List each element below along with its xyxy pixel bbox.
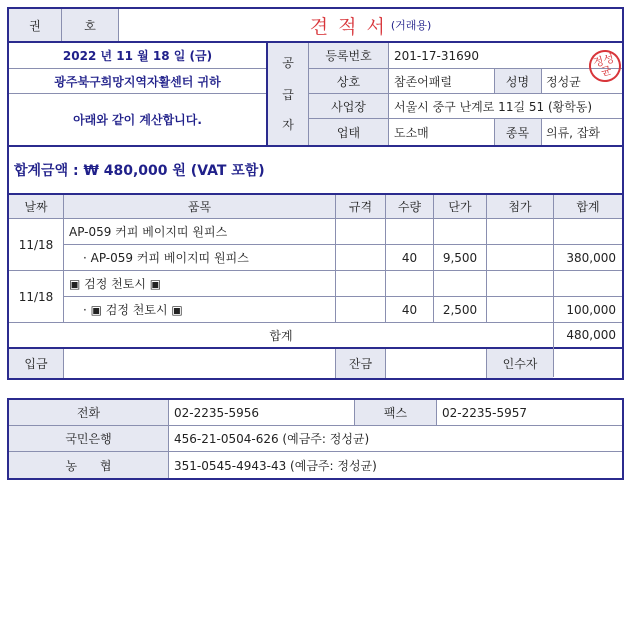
table-row-amount: 380,000 [566,250,616,265]
no-label: 호 [84,18,96,33]
receiver-label: 인수자 [502,357,538,371]
table-row-price: 2,500 [442,302,478,317]
document-title-sub: (거래용) [390,19,432,32]
sum-label: 합계 [269,328,293,343]
owner-label: 성명 [505,74,530,89]
owner-value: 정성균 [546,74,581,89]
supplier-side-3: 자 [282,117,294,132]
supplier-side-1: 공 [282,55,294,70]
bank2-value: 351-0545-4943-43 (예금주: 정성균) [174,458,377,473]
document-title-wrap [119,9,622,41]
table-row-item: · AP-059 커피 베이지띠 원피스 [83,251,249,265]
recipient-name: 광주북구희망지역자활센터 귀하 [54,74,221,89]
balance-label: 잔금 [348,357,373,371]
company-label: 상호 [336,74,361,89]
col-item: 품목 [187,200,212,214]
address-label: 사업장 [331,99,366,114]
document-title: 견 적 서 [309,15,387,38]
book-label: 권 [29,18,41,33]
col-spec: 규격 [348,200,373,214]
table-row-item: · ▣ 검정 천토시 ▣ [83,303,183,317]
seal-stamp: 정성균 [585,46,624,85]
reg-number-value: 201-17-31690 [394,48,480,63]
col-qty: 수량 [397,200,422,214]
sum-value: 480,000 [566,328,616,342]
table-row-title: ▣ 검정 천토시 ▣ [69,277,162,291]
col-amount: 합계 [576,200,600,214]
table-row-qty: 40 [401,250,418,265]
issue-date: 2022 년 11 월 18 일 (금) [62,49,213,63]
bank1-label: 국민은행 [65,432,112,446]
col-date: 날짜 [24,200,48,214]
reg-number-label: 등록번호 [325,49,372,63]
table-row-amount: 100,000 [566,302,616,317]
phone-label: 전화 [76,406,101,420]
business-value: 도소매 [394,125,429,140]
total-amount: 합계금액 : ₩ 480,000 원 (VAT 포함) [14,163,265,179]
phone-value: 02-2235-5956 [174,405,260,420]
bank2-label: 농 협 [65,458,112,473]
fax-label: 팩스 [383,406,408,420]
deposit-label: 입금 [24,357,48,371]
recipient-message: 아래와 같이 계산합니다. [73,113,202,127]
item-label: 종목 [505,125,530,140]
table-row-date: 11/18 [18,237,54,252]
table-row-date: 11/18 [18,289,54,304]
company-value: 참존어패럴 [394,74,452,89]
fax-value: 02-2235-5957 [442,405,528,420]
item-value: 의류, 잡화 [546,125,600,140]
col-extra: 첨가 [508,200,532,214]
table-row-price: 9,500 [442,250,478,265]
table-row-qty: 40 [401,302,418,317]
address-value: 서울시 중구 난계로 11길 51 (황학동) [394,99,593,114]
table-row-title: AP-059 커피 베이지띠 원피스 [69,225,228,239]
col-price: 단가 [448,200,472,214]
bank1-value: 456-21-0504-626 (예금주: 정성균) [174,432,370,446]
business-label: 업태 [336,125,361,140]
supplier-side-2: 급 [282,87,294,102]
